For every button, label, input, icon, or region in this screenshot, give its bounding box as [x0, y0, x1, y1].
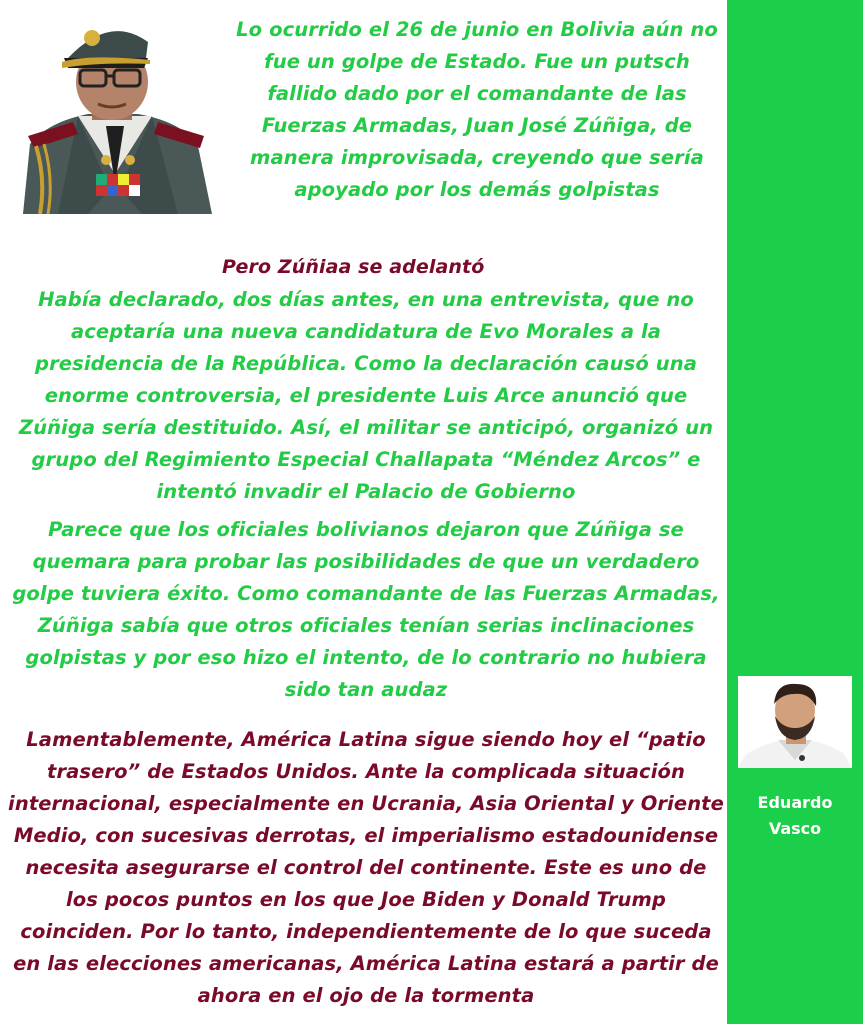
author-first-name: Eduardo: [757, 793, 833, 812]
author-last-name: Vasco: [768, 819, 822, 838]
subheading: Pero Zúñiaa se adelantó: [222, 256, 485, 278]
paragraph-2: Parece que los oficiales bolivianos dejaron que Zúñiga se quemara para probar las posibilidades de que un verdadero golpe tuviera éxito. Como comandante de las Fuerzas Armadas, Zúñiga sabía que otros oficiales tenían serias inclinaciones golpistas y por eso hizo el intento, de lo contrario no hubiera sido tan audaz: [12, 518, 720, 701]
author-sidebar: [727, 0, 863, 1024]
intro-text: Lo ocurrido el 26 de junio en Bolivia aún no fue un golpe de Estado. Fue un putsch fallido dado por el comandante de las Fuerzas Armadas, Juan José Zúñiga, de manera improvisada, creyendo que sería apoyado por los demás golpistas: [236, 18, 718, 201]
author-photo: [738, 676, 852, 768]
general-portrait-photo: [18, 14, 212, 214]
author-name: [727, 790, 863, 842]
paragraph-1: Había declarado, dos días antes, en una entrevista, que no aceptaría una nueva candidatura de Evo Morales a la presidencia de la República. Como la declaración causó una enorme controversia, el presidente Luis Arce anunció que Zúñiga sería destituido. Así, el militar se anticipó, organizó un grupo del Regimiento Especial Challapata “Méndez Arcos” e intentó invadir el Palacio de Gobierno: [18, 288, 714, 503]
paragraph-3: Lamentablemente, América Latina sigue siendo hoy el “patio trasero” de Estados Unidos. Ante la complicada situación internacional, especialmente en Ucrania, Asia Oriental y Oriente Medio, con sucesivas derrotas, el imperialismo estadounidense necesita asegurarse el control del continente. Este es uno de los pocos puntos en los que Joe Biden y Donald Trump coinciden. Por lo tanto, independientemente de lo que suceda en las elecciones americanas, América Latina estará a partir de ahora en el ojo de la tormenta: [8, 728, 724, 1007]
